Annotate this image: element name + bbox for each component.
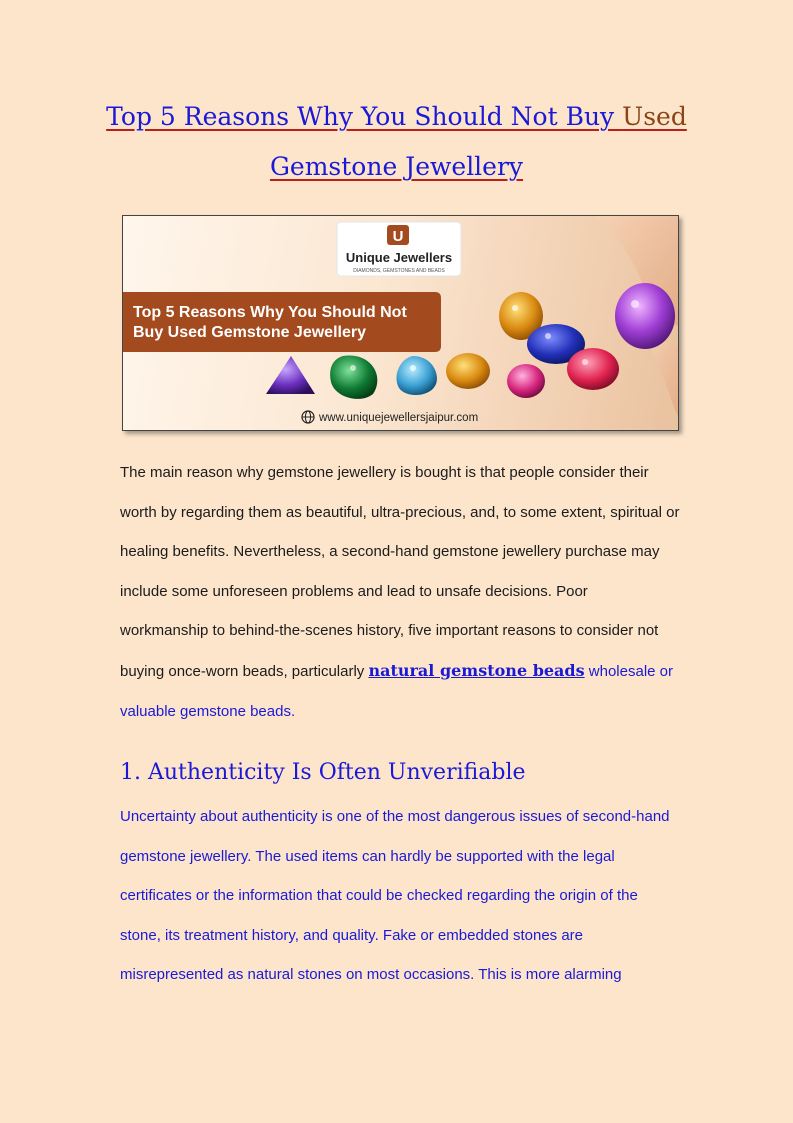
banner-website: www.uniquejewellersjaipur.com <box>319 412 479 424</box>
authenticity-paragraph: Uncertainty about authenticity is one of the most dangerous issues of second-hand gemstone jewellery. The used items can hardly be supported with the legal certificates or the information that could be checked regarding the origin of the stone, its treatment history, and quality. Fake or embedded stones are misrepresented as natural stones on most occasions. This is more alarming <box>120 808 670 984</box>
banner-headline-line2: Buy Used Gemstone Jewellery <box>133 324 366 341</box>
magenta-gem <box>507 364 545 398</box>
yellow-citrine-gem <box>446 353 490 389</box>
teal-topaz-gem <box>396 356 436 395</box>
title-line1: Top 5 Reasons Why You Should Not Buy <box>106 102 623 131</box>
headline-ribbon <box>123 292 441 352</box>
logo-letter: U <box>392 228 404 245</box>
title-link[interactable] <box>106 102 687 181</box>
page-title <box>100 92 693 192</box>
purple-amethyst-gem <box>615 283 675 349</box>
section-heading-authenticity: 1. Authenticity Is Often Unverifiable <box>120 760 526 785</box>
intro-paragraph <box>120 453 680 731</box>
logo-name: Unique Jewellers <box>345 250 453 265</box>
title-used-word: Used <box>622 102 687 131</box>
natural-gemstone-beads-link[interactable]: natural gemstone beads <box>368 660 585 680</box>
green-emerald-gem <box>330 356 377 399</box>
pink-tourmaline-gem <box>567 348 619 390</box>
globe-icon <box>302 411 314 423</box>
banner-headline-line1: Top 5 Reasons Why You Should Not <box>133 304 407 321</box>
intro-tail: wholesale or valuable gemstone beads. <box>120 662 674 720</box>
logo-tagline: DIAMONDS, GEMSTONES AND BEADS <box>353 268 445 274</box>
banner-graphic <box>123 216 678 430</box>
intro-text: The main reason why gemstone jewellery is bought is that people consider their worth by regarding them as beautiful, ultra-precious, and, to some extent, spiritual or healing benefits. Nevertheless, a second-hand gemstone jewellery purchase may include some unforeseen problems and lead to unsafe decisions. Poor workmanship to behind-the-scenes history, five important reasons to consider not buying once-worn beads, particularly <box>120 464 680 680</box>
banner-image <box>122 215 679 431</box>
violet-trillion-gem <box>266 356 315 394</box>
title-line2: Gemstone Jewellery <box>269 152 524 181</box>
